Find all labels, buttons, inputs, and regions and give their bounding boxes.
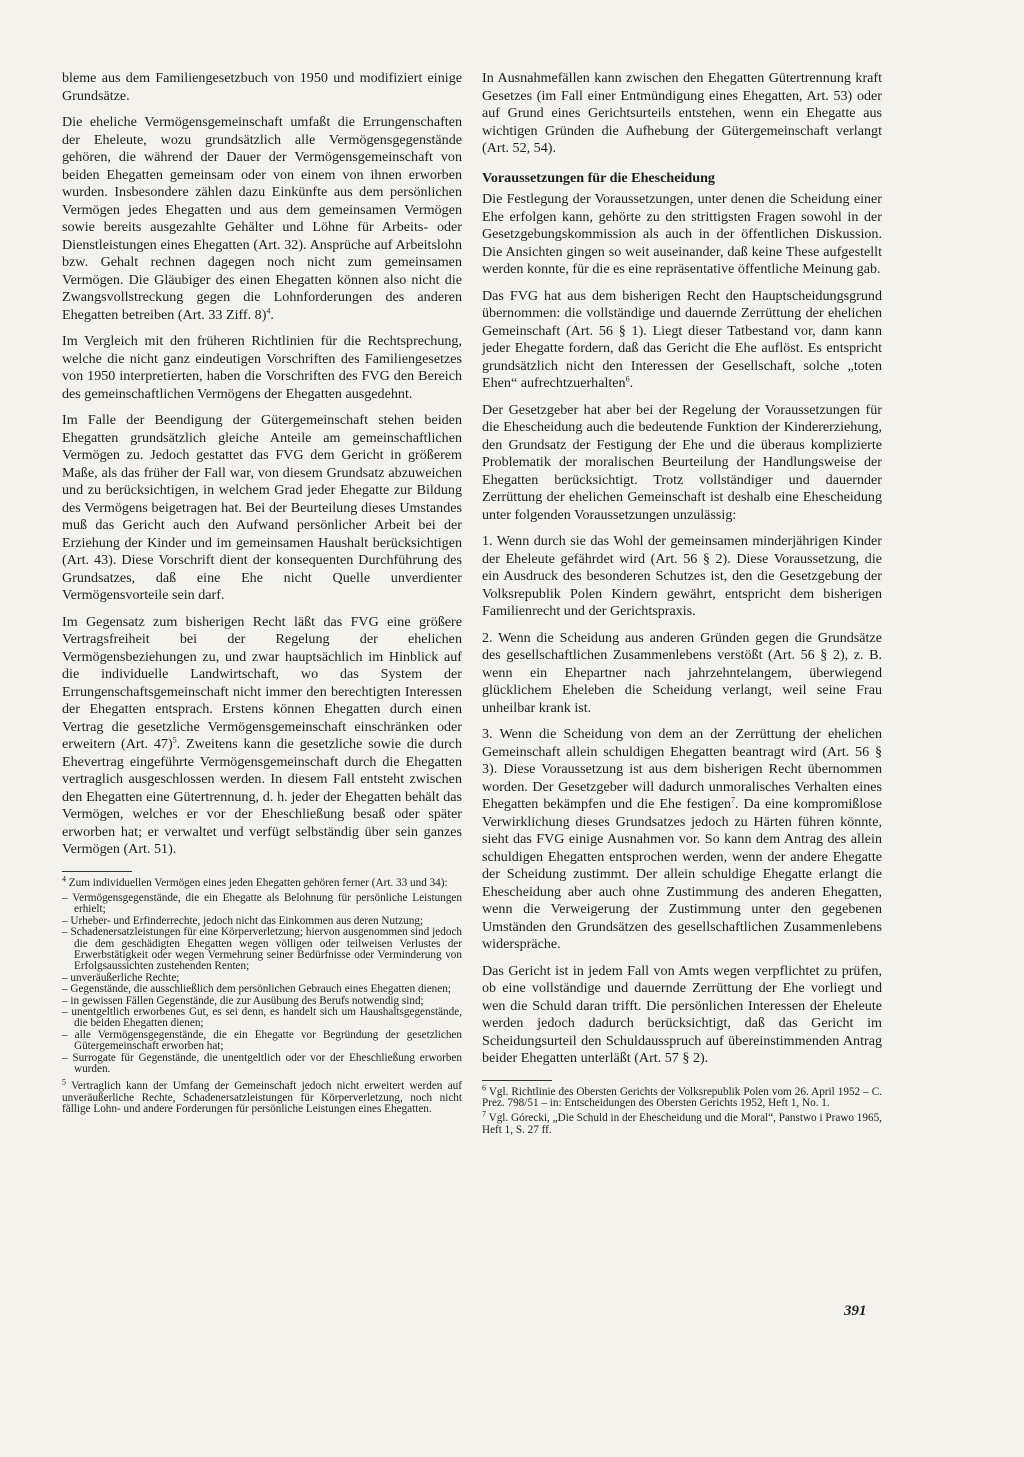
footnote-divider — [482, 1080, 552, 1081]
footnote-number: 6 — [482, 1082, 486, 1092]
numbered-item: 2. Wenn die Scheidung aus anderen Gründen gegen die Grundsätze des gesellschaftlichen Zusammenlebens verstößt (Art. 56 § 2), z. B. wenn ein Ehepartner nach jahrzehntelangem, überwiegend glücklichem Eheleben die Scheidung verlangt, weil seine Frau unheilbar krank ist. — [482, 629, 882, 716]
paragraph-text: Im Gegensatz zum bisherigen Recht läßt das FVG eine größere Vertragsfreiheit bei der Regelung der ehelichen Vermögensbeziehungen zu, und zwar hauptsächlich im Hinblick auf die individuelle Landwirtschaft, wo das System der Errungenschaftsgemeinschaft nicht immer den berechtigten Interessen der Ehegatten entsprach. Erstens können Ehegatten durch einen Vertrag die gesetzliche Vermögensgemeinschaft einschränken oder erweitern (Art. 47) — [62, 613, 462, 752]
paragraph: In Ausnahmefällen kann zwischen den Ehegatten Gütertrennung kraft Gesetzes (im Fall einer Entmündigung eines Ehegatten, Art. 53) oder auf Grund eines Gerichtsurteils entstehen, wenn ein Ehegatte aus wichtigen Gründen die Aufhebung der Gütergemeinschaft verlangt (Art. 52, 54). — [482, 70, 882, 156]
footnote-6 — [482, 1082, 882, 1110]
right-column — [482, 70, 882, 1140]
page-number: 391 — [844, 1303, 867, 1319]
footnote-list-item: – Gegenstände, die ausschließlich dem persönlichen Gebrauch eines Ehegatten dienen; — [62, 983, 451, 996]
left-column — [62, 70, 462, 1120]
paragraph: Im Vergleich mit den früheren Richtlinien für die Rechtsprechung, welche die nicht ganz eindeutigen Vorschriften des Familiengesetzes von 1950 interpretierten, haben die Vorschriften des FVG den Bereich des gemeinschaftlichen Vermögens der Ehegatten ausgedehnt. — [62, 333, 462, 402]
footnote-list-item: – alle Vermögensgegenstände, die ein Ehegatte vor Begründung der gesetzlichen Gütergemeinschaft erworben hat; — [62, 1028, 462, 1053]
footnote-ref: 5 — [172, 735, 177, 745]
paragraph-text: . — [270, 306, 274, 323]
paragraph: bleme aus dem Familiengesetzbuch von 1950 und modifiziert einige Grundsätze. — [62, 70, 462, 104]
paragraph-text: . Da eine kompromißlose Verwirklichung dieses Grundsatzes jedoch zu Härten führen könnte, sieht das FVG einige Ausnahmen vor. So kann dem Antrag des allein schuldigen Ehegatten entsprochen werden, wenn der andere Ehegatte der Scheidung zustimmt. Der allein schuldige Ehegatte erlangt die Ehescheidung aber auch ohne Zustimmung des anderen Ehegatten, wenn die Verweigerung der Zustimmung unter den gegebenen Umständen den Grundsätzen des gesellschaftlichen Zusammenlebens widerspräche. — [482, 796, 882, 952]
paragraph: Im Falle der Beendigung der Gütergemeinschaft stehen beiden Ehegatten grundsätzlich gleiche Anteile am gemeinschaftlichen Vermögen zu. Jedoch gestattet das FVG dem Gericht in größerem Maße, als das früher der Fall war, von diesem Grundsatz abzuweichen und zu berücksichtigen, in welchem Grad jeder Ehegatte zur Bildung des Vermögens beigetragen hat. Bei der Beurteilung dieses Umstandes muß das Gericht auch den Aufwand persönlicher Arbeit bei der Erziehung der Kinder und im gemeinsamen Haushalt berücksichtigen (Art. 43). Diese Vorschrift dient der konsequenten Durchführung des Grundsatzes, daß eine Ehe nicht Quelle unverdienter Vermögensvorteile sein darf. — [62, 412, 462, 603]
paragraph-text: . Zweitens kann die gesetzliche sowie die durch Ehevertrag eingeführte Vermögensgemeinschaft durch die Ehegatten vertraglich ausgeschlossen werden. In diesem Fall entsteht zwischen den Ehegatten eine Gütertrennung, d. h. jeder der Ehegatten behält das Vermögen, welches er vor der Eheschließung besaß oder später erworben hat; er verwaltet und verfügt selbständig über sein ganzes Vermögen (Art. 51). — [62, 736, 462, 857]
footnote-number: 4 — [62, 873, 66, 883]
footnote-list-item: – in gewissen Fällen Gegenstände, die zur Ausübung des Berufs notwendig sind; — [62, 994, 424, 1007]
footnote-ref: 4 — [266, 305, 271, 315]
paragraph — [62, 614, 462, 859]
paragraph-text: 3. Wenn die Scheidung von dem an der Zerrüttung der ehelichen Gemeinschaft allein schuldigen Ehegatten beantragt wird (Art. 56 § 3). Diese Voraussetzung ist aus dem bisherigen Recht übernommen worden. Der Gesetzgeber will dadurch unmoralisches Verhalten eines Ehegatten bekämpfen und die Ehe festigen — [482, 726, 882, 812]
footnote-list-item: – Urheber- und Erfinderrechte, jedoch nicht das Einkommen aus deren Nutzung; — [62, 914, 424, 927]
footnote-4-list — [62, 893, 462, 1076]
footnote-list-item: – Vermögensgegenstände, die ein Ehegatte als Belohnung für persönliche Leistungen erhielt; — [62, 891, 462, 916]
footnote-7 — [482, 1109, 882, 1136]
footnote-list-item: – Surrogate für Gegenstände, die unentgeltlich oder vor der Eheschließung erworben wurden. — [62, 1051, 462, 1075]
footnote-list-item: – unentgeltlich erworbenes Gut, es sei denn, es handelt sich um Haushaltsgegenstände, die beiden Ehegatten dienen; — [62, 1005, 462, 1030]
paragraph: Der Gesetzgeber hat aber bei der Regelung der Voraussetzungen für die Ehescheidung auch die bedeutende Funktion der Kindererziehung, den Grundsatz der Festigung der Ehe und die überaus komplizierte Problematik der moralischen Beurteilung der Handlungsweise der Ehegatten berücksichtigt. Trotz vollständiger und dauernder Zerrüttung der ehelichen Gemeinschaft ist deshalb eine Ehescheidung unter folgenden Voraussetzungen unzulässig: — [482, 401, 882, 523]
paragraph-text: . — [629, 375, 634, 391]
footnote-text: Zum individuellen Vermögen eines jeden Ehegatten gehören ferner (Art. 33 und 34): — [68, 876, 448, 889]
footnote-list-item: – unveräußerliche Rechte; — [62, 971, 180, 984]
footnote-list-item: – Schadenersatzleistungen für eine Körperverletzung; hiervon ausgenommen sind jedoch die dem geschädigten Ehegatten wegen völligen oder teilweisen Verlustes der Erwerbstätigkeit oder wegen Vermehrung seiner Bedürfnisse oder Verminderung von Erfolgsaussichten zustehenden Renten; — [62, 926, 462, 973]
footnote-5 — [62, 1077, 462, 1116]
numbered-item: 1. Wenn durch sie das Wohl der gemeinsamen minderjährigen Kinder der Eheleute gefährdet wird (Art. 56 § 2). Diese Voraussetzung, die ein Ausdruck des besonderen Schutzes ist, den die Gesetzgebung der Volksrepublik Polen Kindern gewährt, entspricht dem bisherigen Familienrecht und der Gerichtspraxis. — [482, 533, 882, 619]
footnote-number: 5 — [62, 1077, 66, 1087]
footnote-ref: 6 — [625, 374, 630, 384]
footnote-text: Vgl. Richtlinie des Obersten Gerichts der Volksrepublik Polen vom 26. April 1952 – C. Prez. 798/51 – in: Entscheidungen des Obersten Gerichts 1952, Heft 1, No. 1. — [482, 1085, 882, 1109]
footnote-ref: 7 — [731, 795, 735, 805]
paragraph-text: Das FVG hat aus dem bisherigen Recht den Hauptscheidungsgrund übernommen: die vollständige und dauernde Zerrüttung der ehelichen Gemeinschaft (Art. 56 § 1). Liegt dieser Tatbestand vor, dann kann jeder Ehegatte fordern, daß das Gericht die Ehe auflöst. Es entspricht grundsätzlich nicht den Interessen der Gesellschaft, solche „toten Ehen“ aufrechtzuerhalten — [482, 287, 882, 391]
paragraph — [62, 114, 462, 324]
paragraph: Die Festlegung der Voraussetzungen, unter denen die Scheidung einer Ehe erfolgen kann, gehörte zu den strittigsten Fragen sowohl in der Gesetzgebungskommission als auch in der öffentlichen Diskussion. Die Ansichten gingen so weit auseinander, daß keine These aufgestellt werden konnte, für die es eine repräsentative öffentliche Meinung gab. — [482, 191, 882, 277]
section-heading: Voraussetzungen für die Ehescheidung — [482, 169, 715, 186]
footnote-4 — [62, 873, 462, 889]
paragraph: Das Gericht ist in jedem Fall von Amts wegen verpflichtet zu prüfen, ob eine vollständige und dauernde Zerrüttung der Ehe vorliegt und wen die Schuld daran trifft. Die persönlichen Interessen der Eheleute werden jedoch dadurch berücksichtigt, daß das Gericht im Scheidungsurteil den Schuldausspruch auf übereinstimmenden Antrag beider Ehegatten unterläßt (Art. 57 § 2). — [482, 962, 882, 1066]
paragraph — [482, 288, 882, 393]
numbered-item — [482, 726, 882, 954]
paragraph-text: Die eheliche Vermögensgemeinschaft umfaßt die Errungenschaften der Eheleute, wozu grundsätzlich alle Vermögensgegenstände gehören, die während der Dauer der Vermögensgemeinschaft von beiden Ehegatten gemeinsam oder von einem von ihnen erworben wurden. Insbesondere zählen dazu Einkünfte aus dem persönlichen Vermögen jedes Ehegatten und aus dem gemeinsamen Vermögen sowie bereits ausgezahlte Gehälter und Löhne für Arbeits- oder Dienstleistungen eines Ehegatten (Art. 32). Ansprüche auf Arbeitslohn bzw. Gehalt rechnen dagegen noch nicht zum gemeinsamen Vermögen. Die Gläubiger des einen Ehegatten können also nicht die Zwangsvollstreckung gegen die Lohnforderungen des anderen Ehegatten betreiben (Art. 33 Ziff. 8) — [62, 114, 462, 323]
footnote-text: Vertraglich kann der Umfang der Gemeinschaft jedoch nicht erweitert werden auf unveräußerliche Rechte, Schadenersatzleistungen für Körperverletzung, noch nicht fällige Lohn- und andere Forderungen für persönliche Leistungen eines Ehegatten. — [62, 1080, 462, 1116]
footnote-number: 7 — [482, 1109, 486, 1119]
footnote-text: Vgl. Górecki, „Die Schuld in der Ehescheidung und die Moral“, Panstwo i Prawo 1965, Heft 1, S. 27 ff. — [482, 1112, 882, 1136]
footnote-divider — [62, 871, 132, 872]
